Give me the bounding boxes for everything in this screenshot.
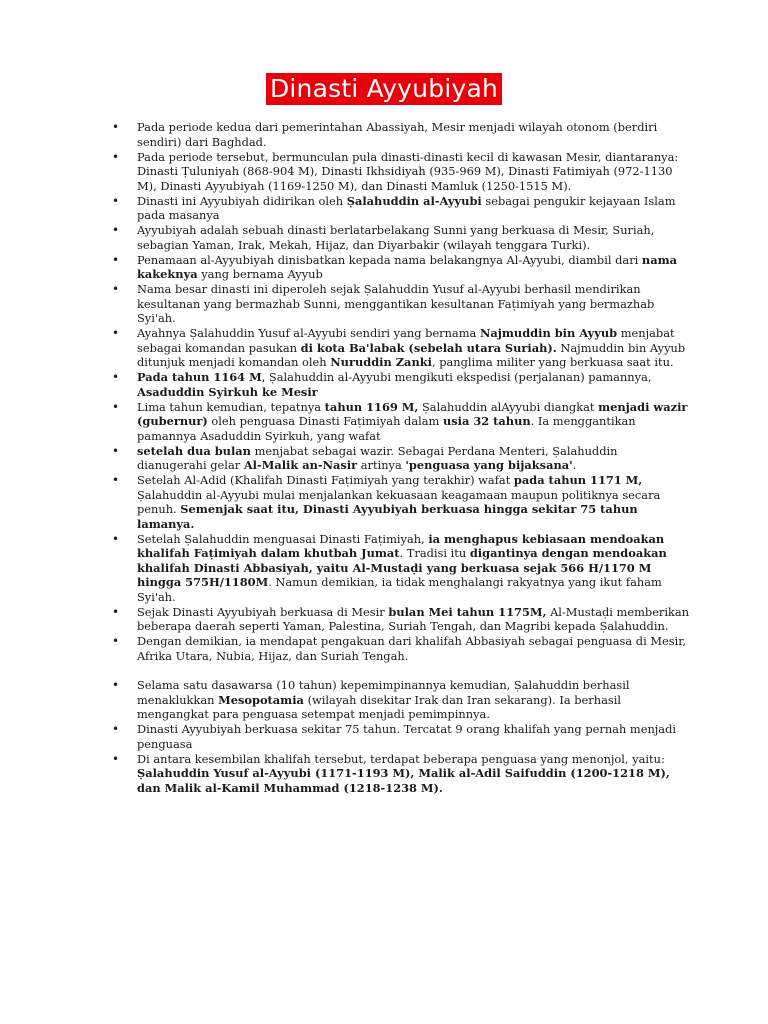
text-run: Dinasti Ayyubiyah berkuasa sekitar 75 tahun. Tercatat 9 orang khalifah yang pernah menjadi penguasa — [137, 722, 677, 751]
page-title: Dinasti Ayyubiyah — [266, 73, 502, 105]
list-item — [110, 282, 690, 326]
bullet-icon: • — [112, 678, 120, 692]
text-run: Selama satu dasawarsa (10 tahun) kepemimpinannya kemudian, Ṣalahuddin berhasil menaklukkan — [137, 678, 630, 707]
list-item — [110, 150, 690, 194]
title-container — [0, 73, 768, 105]
bold-text: Nuruddin Zanki — [330, 355, 432, 369]
text-run: (wilayah disekitar Irak dan Iran sekarang). Ia berhasil mengangkat para penguasa setempat menjadi pemimpinnya. — [137, 692, 621, 721]
text-run: Setelah Ṣalahuddin menguasai Dinasti Faṭimiyah, — [137, 531, 429, 546]
bold-text: pada tahun 1171 M, — [513, 473, 643, 487]
bold-text: menjadi wazir (gubernur) — [137, 399, 688, 428]
bullet-icon: • — [112, 326, 120, 340]
bullet-list — [110, 120, 690, 796]
bullet-icon: • — [112, 370, 120, 384]
text-run: Pada periode tersebut, bermunculan pula dinasti-dinasti kecil di kawasan Mesir, diantaranya: Dinasti Ṭuluniyah (868-904 M), Dinasti Ikhsidiyah (935-969 M), Dinasti Fatimiyah (972-1130 M), Dinasti Ayyubiyah (1169-1250 M), dan Dinasti Mamluk (1250-1515 M). — [137, 149, 679, 193]
list-item — [110, 370, 690, 399]
bullet-icon: • — [112, 531, 120, 546]
bullet-icon: • — [112, 443, 120, 458]
bullet-icon: • — [112, 722, 120, 736]
list-item — [110, 120, 690, 149]
bold-text: Ṣalahuddin al-Ayyubi — [346, 193, 482, 208]
text-run: yang bernama Ayyub — [197, 267, 323, 281]
text-run: Setelah Al-Adid (Khalifah Dinasti Faṭimiyah yang terakhir) wafat — [137, 473, 514, 487]
text-run: . Ia menggantikan pamannya Asaduddin Syirkuh, yang wafat — [137, 414, 636, 443]
bullet-icon: • — [112, 399, 120, 414]
bullet-icon: • — [112, 282, 120, 296]
bullet-icon: • — [112, 120, 120, 134]
list-item — [110, 253, 690, 282]
list-item — [110, 473, 690, 531]
list-item — [110, 444, 690, 473]
bullet-icon: • — [112, 604, 120, 619]
bold-text: digantinya dengan mendoakan khalifah Dinasti Abbasiyah, yaitu Al-Mustaḍi yang berkuasa sejak 566 H/1170 M hingga 575H/1180M — [137, 546, 667, 589]
bold-text: di kota Ba'labak (sebelah utara Suriah). — [300, 340, 557, 355]
text-run: . — [572, 458, 577, 472]
bullet-icon: • — [112, 634, 120, 648]
list-item — [110, 752, 690, 796]
text-run: Najmuddin bin Ayyub ditunjuk menjadi komandan oleh — [137, 340, 686, 369]
bold-text: Semenjak saat itu, Dinasti Ayyubiyah berkuasa hingga sekitar 75 tahun lamanya. — [137, 502, 638, 531]
list-item — [110, 400, 690, 444]
bold-text: Al-Malik an-Nasir — [243, 458, 358, 472]
text-run: , Ṣalahuddin al-Ayyubi mengikuti ekspedisi (perjalanan) pamannya, — [261, 370, 652, 384]
bold-text: usia 32 tahun — [442, 414, 531, 428]
bold-text: ia menghapus kebiasaan mendoakan khalifah Faṭimiyah dalam khutbah Jumat — [137, 531, 665, 560]
text-run: artinya — [357, 458, 406, 472]
text-run: Ṣalahuddin al-Ayyubi mulai menjalankan kekuasaan keagamaan maupun politiknya secara penuh. — [137, 487, 661, 516]
text-run: Pada periode kedua dari pemerintahan Abassiyah, Mesir menjadi wilayah otonom (berdiri sendiri) dari Baghdad. — [137, 120, 658, 149]
text-run: Dengan demikian, ia mendapat pengakuan dari khalifah Abbasiyah sebagai penguasa di Mesir, Afrika Utara, Nubia, Hijaz, dan Suriah Tengah. — [137, 634, 687, 663]
text-run: Sejak Dinasti Ayyubiyah berkuasa di Mesir — [137, 604, 389, 619]
bold-text: Asaduddin Syirkuh ke Mesir — [137, 384, 318, 399]
text-run: sebagian Yaman, Irak, Mekah, Hijaz, dan Diyarbakir (wilayah tenggara Turki). — [137, 237, 591, 252]
text-run: Penamaan al-Ayyubiyah dinisbatkan kepada nama belakangnya Al-Ayyubi, diambil dari — [137, 252, 642, 267]
bold-text: tahun 1169 M, — [324, 399, 419, 414]
text-run: . Namun demikian, ia tidak menghalangi rakyatnya yang ikut faham Syi'ah. — [137, 575, 662, 604]
text-run: oleh penguasa Dinasti Faṭimiyah dalam — [207, 414, 443, 428]
list-item — [110, 678, 690, 722]
list-item — [110, 634, 690, 663]
bullet-icon: • — [112, 751, 120, 766]
text-run: Nama besar dinasti ini diperoleh sejak Ṣalahuddin Yusuf al-Ayyubi berhasil mendirikan kesultanan yang bermazhab Sunni, menggantikan kesultanan Faṭimiyah yang bermazhab Syi'ah. — [137, 282, 655, 325]
bold-text: Pada tahun 1164 M — [137, 370, 262, 384]
bold-text: setelah dua bulan — [137, 443, 251, 458]
text-run: Ayyubiyah adalah sebuah dinasti berlatarbelakang Sunni yang berkuasa di Mesir, Suriah, — [137, 223, 655, 237]
list-item — [110, 223, 690, 252]
bullet-icon: • — [112, 252, 120, 267]
text-run: Dinasti ini Ayyubiyah didirikan oleh — [137, 193, 347, 208]
text-run: menjabat sebagai komandan pasukan — [137, 326, 675, 355]
text-run: sebagai pengukir kejayaan Islam pada masanya — [137, 193, 676, 222]
bullet-icon: • — [112, 193, 120, 208]
text-run: , panglima militer yang berkuasa saat itu. — [431, 355, 674, 369]
text-run: Ṣalahuddin alAyyubi diangkat — [418, 399, 599, 414]
list-item — [110, 722, 690, 751]
bold-text: bulan Mei tahun 1175M, — [388, 604, 547, 619]
text-run: menjabat sebagai wazir. Sebagai Perdana Menteri, Ṣalahuddin dianugerahi gelar — [137, 443, 618, 472]
bold-text: nama kakeknya — [137, 252, 678, 281]
text-run: Ayahnya Ṣalahuddin Yusuf al-Ayyubi sendiri yang bernama — [137, 326, 480, 340]
text-run: Lima tahun kemudian, tepatnya — [137, 399, 325, 414]
bold-text: Najmuddin bin Ayyub — [479, 326, 618, 340]
text-run: Di antara kesembilan khalifah tersebut, terdapat beberapa penguasa yang menonjol, yaitu: — [137, 751, 665, 766]
bold-text: Mesopotamia — [218, 692, 304, 707]
bullet-icon: • — [112, 223, 120, 237]
bullet-icon: • — [112, 473, 120, 487]
list-item — [110, 532, 690, 605]
list-item — [110, 605, 690, 634]
list-item — [110, 194, 690, 223]
bullet-icon: • — [112, 149, 120, 164]
text-run: Al-Mustaḍi memberikan beberapa daerah seperti Yaman, Palestina, Suriah Tengah, dan Magribi kepada Ṣalahuddin. — [137, 604, 690, 633]
list-item — [110, 326, 690, 370]
bold-text: 'penguasa yang bijaksana' — [405, 458, 573, 472]
bold-text: Ṣalahuddin Yusuf al-Ayyubi (1171-1193 M), Malik al-Adil Saifuddin (1200-1218 M), dan Malik al-Kamil Muhammad (1218-1238 M). — [137, 766, 670, 795]
text-run: . Tradisi itu — [399, 546, 470, 560]
